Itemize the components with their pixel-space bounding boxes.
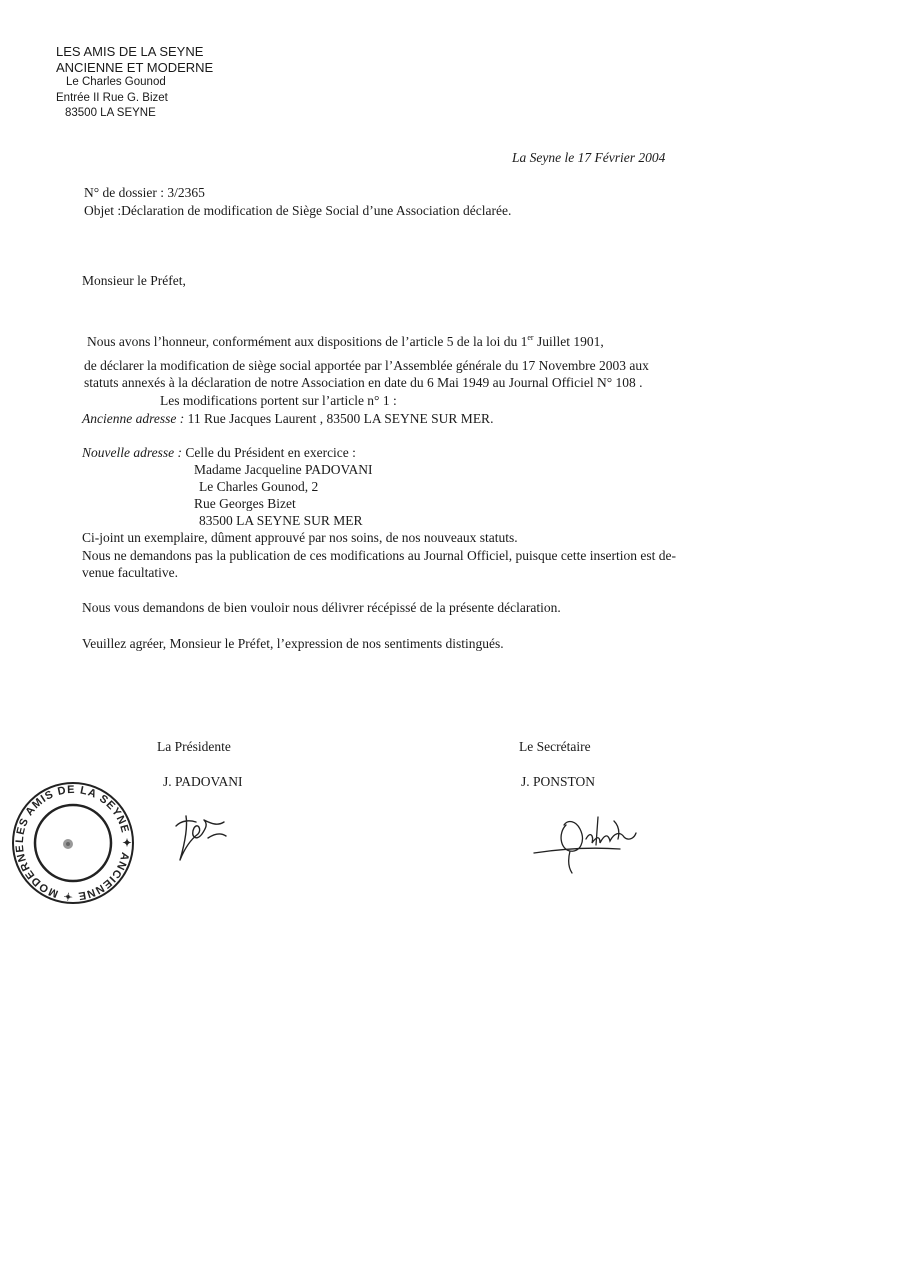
objet-line: Objet :Déclaration de modification de Siège Social d’une Association déclarée.: [84, 203, 512, 218]
sender-name-line1: LES AMIS DE LA SEYNE: [56, 44, 204, 59]
old-address-line: [82, 411, 493, 427]
publication-line-1: Nous ne demandons pas la publication de ces modifications au Journal Officiel, puisque cette insertion est de-: [82, 548, 676, 563]
signatory-left-name: J. PADOVANI: [163, 774, 243, 789]
sender-address-line3: 83500 LA SEYNE: [65, 107, 156, 119]
new-address-street: Rue Georges Bizet: [194, 496, 296, 511]
publication-line-2: venue facultative.: [82, 565, 178, 580]
date-line: La Seyne le 17 Février 2004: [512, 150, 666, 165]
superscript-er: er: [527, 333, 534, 342]
new-address-city: 83500 LA SEYNE SUR MER: [199, 513, 363, 528]
association-stamp: [8, 778, 138, 908]
sender-block: [56, 44, 213, 122]
receipt-request: Nous vous demandons de bien vouloir nous délivrer récépissé de la présente déclaration.: [82, 600, 561, 615]
new-address-value: Celle du Président en exercice :: [181, 445, 356, 460]
sender-address-line2: Entrée II Rue G. Bizet: [56, 91, 168, 104]
president-signature: [168, 798, 238, 866]
body-line-3: statuts annexés à la déclaration de notre Association en date du 6 Mai 1949 au Journal Officiel N° 108 .: [84, 375, 643, 390]
salutation: Monsieur le Préfet,: [82, 273, 186, 288]
dossier-number: N° de dossier : 3/2365: [84, 185, 205, 200]
new-address-name: Madame Jacqueline PADOVANI: [194, 462, 373, 477]
body-line-4: Les modifications portent sur l’article n° 1 :: [160, 393, 397, 408]
old-address-label: Ancienne adresse :: [82, 411, 185, 426]
old-address-value: 11 Rue Jacques Laurent , 83500 LA SEYNE SUR MER.: [184, 411, 494, 426]
new-address-building: Le Charles Gounod, 2: [199, 479, 319, 494]
svg-text:LES AMIS DE LA SEYNE ✦ ANCIENN: [14, 784, 132, 902]
body-line-2: de déclarer la modification de siège social apportée par l’Assemblée générale du 17 Novembre 2003 aux: [84, 358, 649, 373]
secretary-signature: [530, 795, 645, 877]
signatory-right-title: Le Secrétaire: [519, 739, 591, 754]
stamp-ring-text: LES AMIS DE LA SEYNE ✦ ANCIENNE ✦ MODERNE: [13, 783, 133, 903]
enclosure-line: Ci-joint un exemplaire, dûment approuvé par nos soins, de nos nouveaux statuts.: [82, 530, 518, 545]
body-line-1: [87, 333, 604, 350]
sender-name-line2: ANCIENNE ET MODERNE: [56, 59, 214, 75]
new-address-line: [82, 445, 356, 461]
body-line-1-text: Nous avons l’honneur, conformément aux dispositions de l’article 5 de la loi du 1: [87, 334, 528, 349]
sender-address-line1: Le Charles Gounod: [66, 76, 166, 88]
body-line-1-end: Juillet 1901,: [533, 334, 604, 349]
new-address-label: Nouvelle adresse :: [82, 445, 182, 460]
closing-formula: Veuillez agréer, Monsieur le Préfet, l’expression de nos sentiments distingués.: [82, 636, 504, 651]
signatory-right-name: J. PONSTON: [521, 774, 596, 789]
signatory-left-title: La Présidente: [157, 739, 231, 754]
